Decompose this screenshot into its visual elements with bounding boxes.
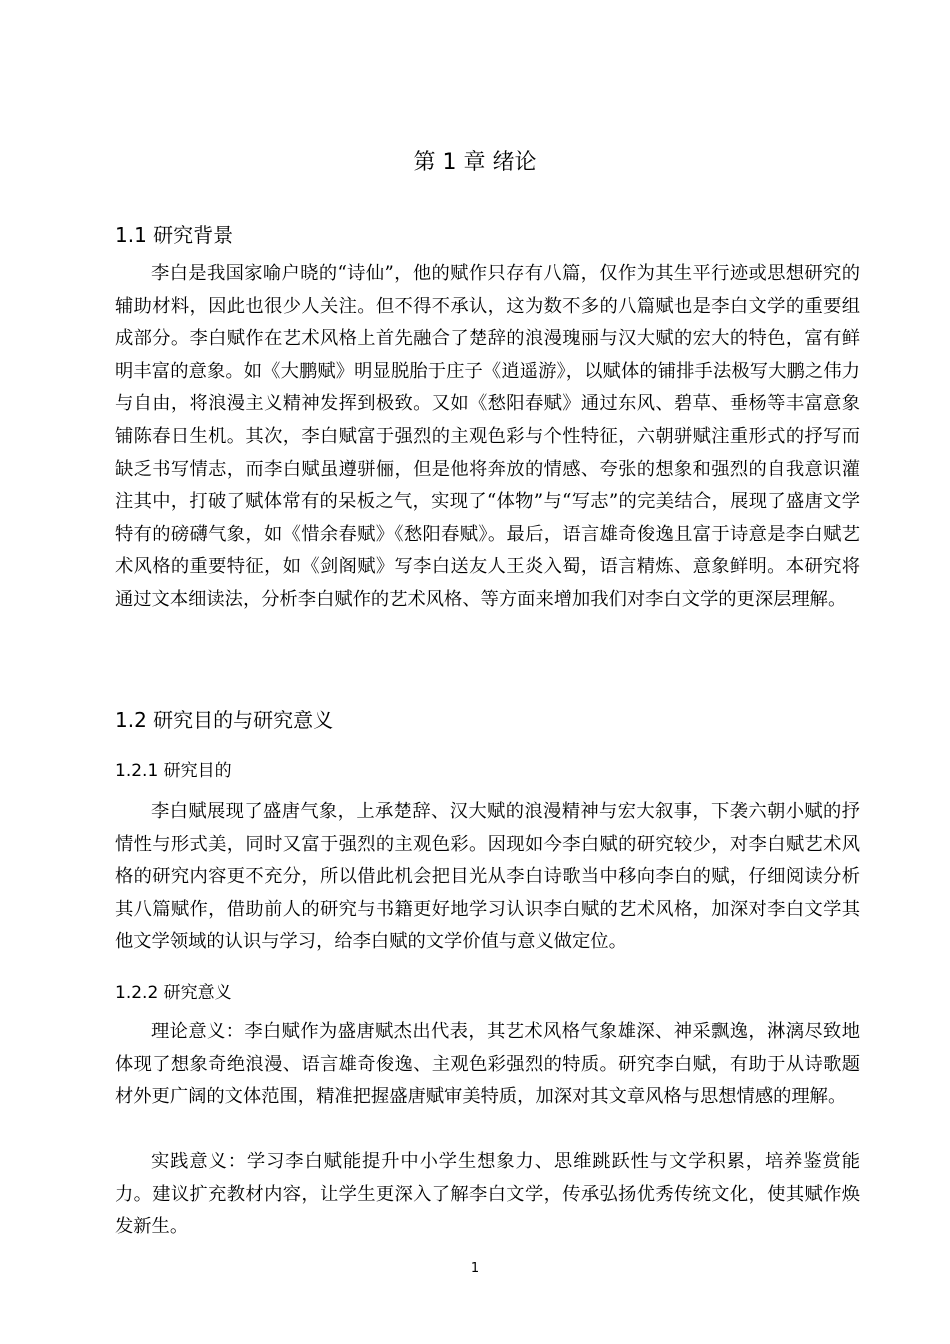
page-number: 1 [470, 1261, 480, 1276]
paragraph-research-purpose: 李白赋展现了盛唐气象，上承楚辞、汉大赋的浪漫精神与宏大叙事，下袭六朝小赋的抒情性与形式美，同时又富于强烈的主观色彩。因现如今李白赋的研究较少，对李白赋艺术风格的研究内容更不充分，所以借此机会把目光从李白诗歌当中移向李白的赋，仔细阅读分析其八篇赋作，借助前人的研究与书籍更好地学习认识李白赋的艺术风格，加深对李白文学其他文学领域的认识与学习，给李白赋的文学价值与意义做定位。 [115, 801, 860, 953]
section-heading-1-1: 1.1 研究背景 [115, 223, 234, 247]
paragraph-practical-significance: 实践意义：学习李白赋能提升中小学生想象力、思维跳跃性与文学积累，培养鉴赏能力。建议扩充教材内容，让学生更深入了解李白文学，传承弘扬优秀传统文化，使其赋作焕发新生。 [115, 1151, 860, 1238]
subsection-heading-1-2-1: 1.2.1 研究目的 [115, 761, 232, 781]
section-heading-1-2: 1.2 研究目的与研究意义 [115, 708, 334, 732]
subsection-heading-1-2-2: 1.2.2 研究意义 [115, 983, 232, 1003]
chapter-title: 第 1 章 绪论 [413, 150, 537, 175]
paragraph-theoretical-significance: 理论意义：李白赋作为盛唐赋杰出代表，其艺术风格气象雄深、神采飘逸，淋漓尽致地体现了想象奇绝浪漫、语言雄奇俊逸、主观色彩强烈的特质。研究李白赋，有助于从诗歌题材外更广阔的文体范围，精准把握盛唐赋审美特质，加深对其文章风格与思想情感的理解。 [115, 1021, 860, 1108]
paragraph-research-background: 李白是我国家喻户晓的“诗仙”，他的赋作只存有八篇，仅作为其生平行迹或思想研究的辅助材料，因此也很少人关注。但不得不承认，这为数不多的八篇赋也是李白文学的重要组成部分。李白赋作在艺术风格上首先融合了楚辞的浪漫瑰丽与汉大赋的宏大的特色，富有鲜明丰富的意象。如《大鹏赋》明显脱胎于庄子《逍遥游》，以赋体的铺排手法极写大鹏之伟力与自由，将浪漫主义精神发挥到极致。又如《愁阳春赋》通过东风、碧草、垂杨等丰富意象铺陈春日生机。其次，李白赋富于强烈的主观色彩与个性特征，六朝骈赋注重形式的抒写而缺乏书写情志，而李白赋虽遵骈俪，但是他将奔放的情感、夸张的想象和强烈的自我意识灌注其中，打破了赋体常有的呆板之气，实现了“体物”与“写志”的完美结合，展现了盛唐文学特有的磅礴气象，如《惜余春赋》《愁阳春赋》。最后，语言雄奇俊逸且富于诗意是李白赋艺术风格的重要特征，如《剑阁赋》写李白送友人王炎入蜀，语言精炼、意象鲜明。本研究将通过文本细读法，分析李白赋作的艺术风格、等方面来增加我们对李白文学的更深层理解。 [115, 263, 860, 610]
